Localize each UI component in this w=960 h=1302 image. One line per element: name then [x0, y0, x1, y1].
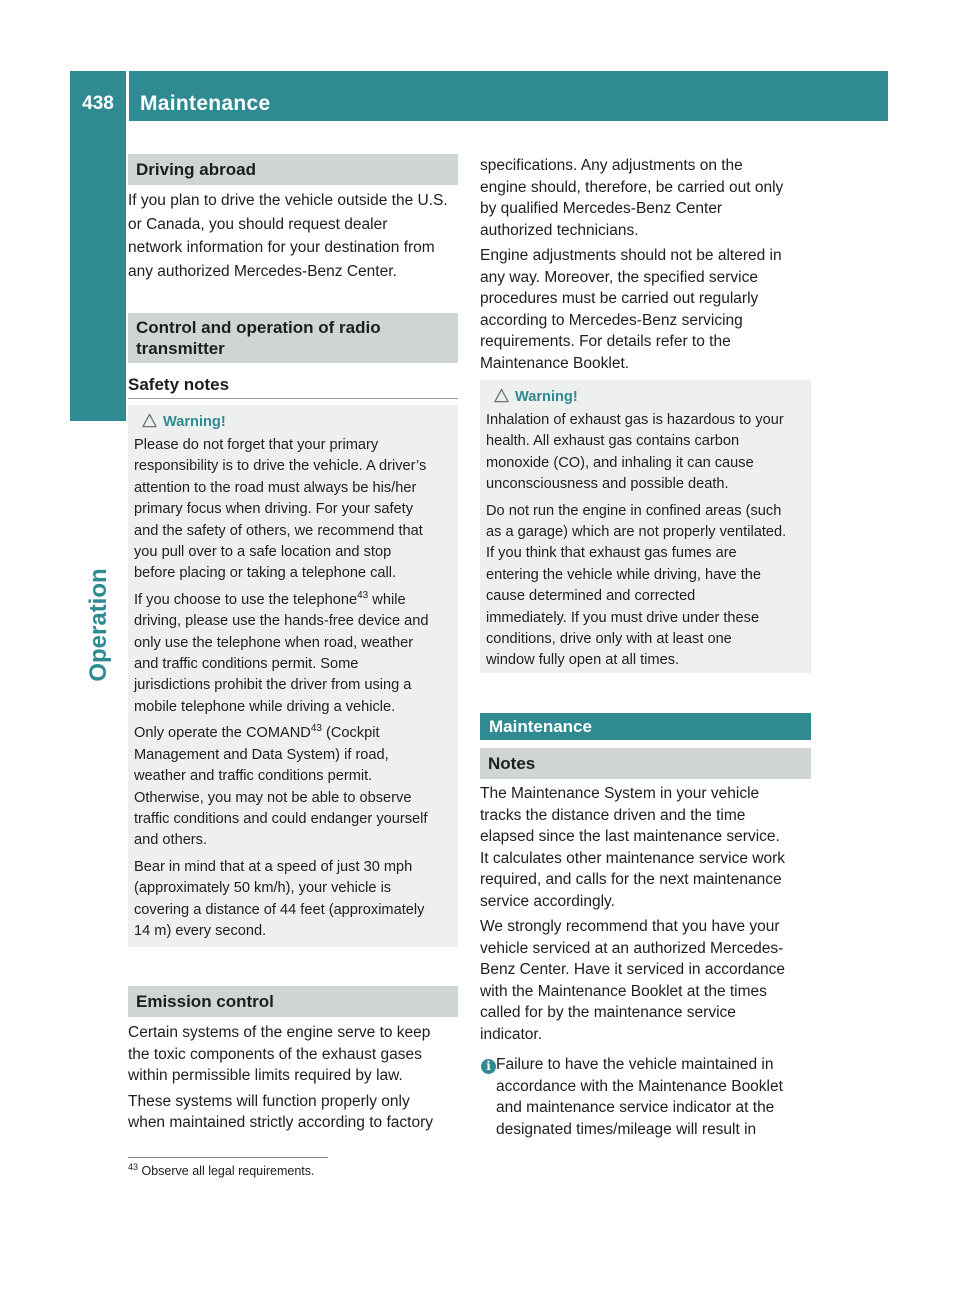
text-line: It calculates other maintenance service work — [480, 849, 785, 867]
text-line: called for by the maintenance service — [480, 1004, 736, 1021]
text-line: jurisdictions prohibit the driver from using a — [134, 677, 412, 694]
text-line: accordance with the Maintenance Booklet — [496, 1077, 783, 1095]
text-line: Management and Data System) if road, — [134, 746, 389, 763]
text-line: primary focus when driving. For your safety — [134, 501, 414, 518]
text-line: Maintenance Booklet. — [480, 354, 630, 372]
footnote-text: Observe all legal requirements. — [141, 1164, 315, 1178]
text-line: Only operate the COMAND$^{43}$ (Cockpit — [134, 723, 380, 742]
driving-abroad-text — [128, 190, 468, 284]
text-line: health. All exhaust gas contains carbon — [486, 433, 740, 450]
text-line: attention to the road must always be his/her — [134, 479, 417, 496]
page-number: 438 — [82, 93, 114, 114]
text-line: driving, please use the hands-free device and — [134, 613, 429, 630]
heading-emission-control: Emission control — [128, 986, 458, 1017]
text-line: requirements. For details refer to the — [480, 333, 731, 350]
text-line: with the Maintenance Booklet at the times — [480, 982, 767, 1000]
heading-radio-transmitter — [128, 313, 458, 363]
text-line: (approximately 50 km/h), your vehicle is — [134, 880, 392, 897]
text-line: you pull over to a safe location and stop — [134, 544, 392, 561]
text-line: Do not run the engine in confined areas (such — [486, 502, 782, 519]
text-line: designated times/mileage will result in — [496, 1120, 757, 1138]
emission-text — [128, 1022, 468, 1134]
text-line: authorized technicians. — [480, 221, 639, 239]
text-line: any way. Moreover, the specified service — [480, 268, 758, 286]
text-line: specifications. Any adjustments on the — [480, 157, 743, 174]
heading-line: Control and operation of radio — [136, 318, 381, 337]
text-line: weather and traffic conditions permit. — [134, 768, 373, 785]
text-line: Inhalation of exhaust gas is hazardous to your — [486, 412, 784, 428]
text-line: vehicle serviced at an authorized Mercedes- — [480, 939, 784, 957]
text-line: indicator. — [480, 1025, 543, 1043]
text-line: monoxide (CO), and inhaling it can cause — [486, 454, 754, 471]
text-line: procedures must be carried out regularly — [480, 290, 759, 307]
warning-title-text: Warning! — [163, 414, 226, 430]
text-line: within permissible limits required by law. — [128, 1067, 403, 1084]
footnote-number: 43 — [128, 1161, 139, 1172]
warning-triangle-icon — [142, 413, 157, 428]
warning-box-exhaust — [480, 380, 811, 673]
text-line: covering a distance of 44 feet (approximately — [134, 901, 425, 918]
text-line: when maintained strictly according to factory — [128, 1114, 433, 1131]
info-icon: i — [481, 1059, 496, 1074]
warning-triangle-icon — [494, 388, 509, 403]
text-line: If you plan to drive the vehicle outside the U.S. — [128, 192, 448, 209]
page-title: Maintenance — [140, 92, 271, 115]
divider — [128, 398, 458, 399]
footnote-ref: 43 — [357, 589, 369, 601]
text-line: We strongly recommend that you have your — [480, 918, 780, 935]
heading-maintenance: Maintenance — [480, 713, 811, 740]
text-line: required, and calls for the next maintenance — [480, 871, 782, 888]
text-line: Failure to have the vehicle maintained in — [496, 1056, 774, 1073]
warning-title — [134, 413, 452, 431]
text-line: traffic conditions and could endanger yourself — [134, 810, 428, 827]
text-line: tracks the distance driven and the time — [480, 806, 746, 824]
notes-text — [480, 783, 820, 1045]
warning-title — [486, 388, 805, 406]
text-line: by qualified Mercedes-Benz Center — [480, 200, 723, 217]
text-line: and others. — [134, 832, 208, 849]
text-line: The Maintenance System in your vehicle — [480, 785, 760, 802]
warning-title-text: Warning! — [515, 389, 578, 405]
text-line: 14 m) every second. — [134, 922, 267, 939]
text-line: immediately. If you must drive under these — [486, 609, 760, 626]
text-line: any authorized Mercedes-Benz Center. — [128, 262, 397, 280]
text-line: These systems will function properly only — [128, 1092, 410, 1110]
section-label: Operation — [85, 568, 112, 682]
text-line: If you think that exhaust gas fumes are — [486, 545, 737, 562]
text-line: and traffic conditions permit. Some — [134, 656, 359, 673]
text-line: Benz Center. Have it serviced in accordance — [480, 961, 785, 978]
footnote-divider — [128, 1157, 328, 1158]
footnote — [128, 1162, 315, 1180]
text-line: conditions, drive only with at least one — [486, 631, 732, 648]
warning-box-telephone — [128, 405, 458, 947]
subheading-safety-notes: Safety notes — [128, 375, 230, 394]
heading-line: transmitter — [136, 339, 225, 358]
text-line: mobile telephone while driving a vehicle. — [134, 698, 396, 715]
text-line: engine should, therefore, be carried out only — [480, 178, 784, 196]
header-divider — [126, 71, 129, 121]
text-line: elapsed since the last maintenance service. — [480, 828, 780, 845]
text-line: and maintenance service indicator at the — [496, 1099, 775, 1116]
text-line: only use the telephone when road, weather — [134, 634, 414, 651]
text-line: or Canada, you should request dealer — [128, 215, 388, 233]
text-line: Otherwise, you may not be able to observe — [134, 789, 412, 806]
text-line: and the safety of others, we recommend that — [134, 522, 423, 539]
text-line: cause determined and corrected — [486, 588, 696, 605]
text-line: unconsciousness and possible death. — [486, 476, 729, 493]
text-line: responsibility is to drive the vehicle. A driver’s — [134, 458, 427, 475]
text-line: Please do not forget that your primary — [134, 437, 379, 453]
text-line: If you choose to use the telephone$^{43}$ while — [134, 589, 406, 608]
text-line: as a garage) which are not properly ventilated. — [486, 524, 787, 541]
text-line: Engine adjustments should not be altered in — [480, 247, 782, 264]
text-line: the toxic components of the exhaust gases — [128, 1045, 422, 1063]
info-note-text — [496, 1054, 821, 1140]
text-line: Bear in mind that at a speed of just 30 mph — [134, 858, 413, 875]
section-tab — [70, 121, 126, 421]
text-line: entering the vehicle while driving, have the — [486, 566, 762, 583]
specifications-text — [480, 155, 815, 374]
text-line: network information for your destination from — [128, 239, 435, 256]
text-line: window fully open at all times. — [486, 652, 680, 669]
text-line: according to Mercedes-Benz servicing — [480, 311, 743, 329]
heading-driving-abroad: Driving abroad — [128, 154, 458, 185]
heading-notes: Notes — [480, 748, 811, 779]
footnote-ref: 43 — [310, 723, 322, 735]
text-line: before placing or taking a telephone call. — [134, 565, 397, 582]
text-line: service accordingly. — [480, 892, 615, 910]
text-line: Certain systems of the engine serve to keep — [128, 1024, 431, 1041]
